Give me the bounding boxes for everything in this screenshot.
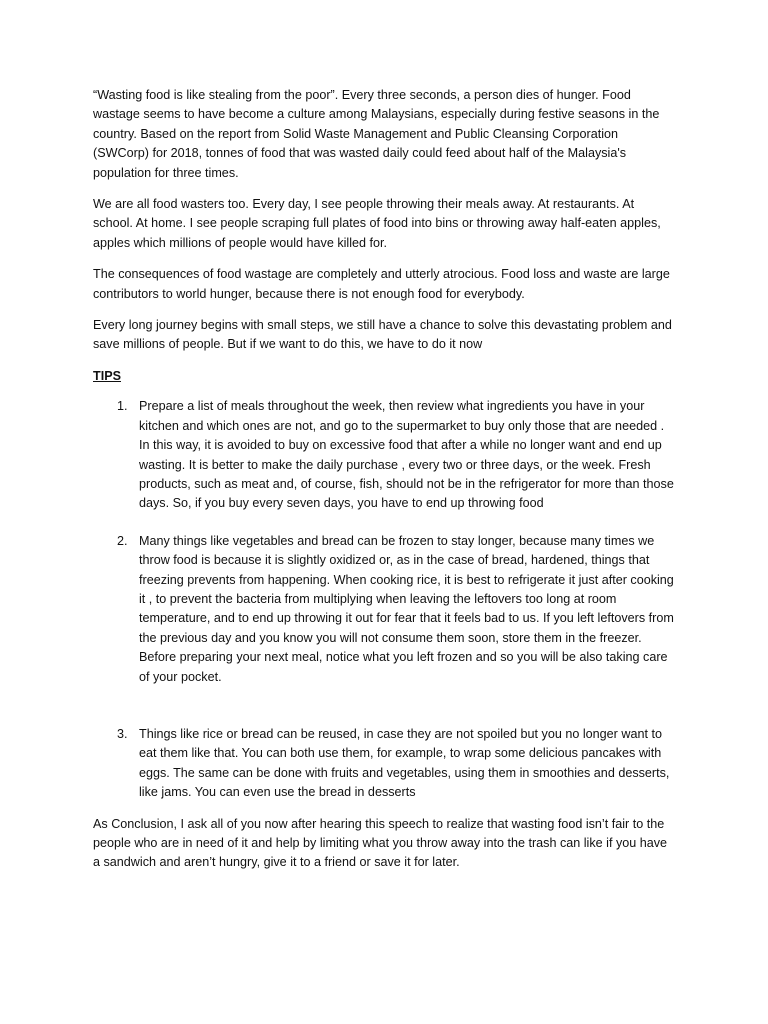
tip-item (93, 397, 677, 513)
call-to-action-paragraph: Every long journey begins with small steps, we still have a chance to solve this devastating problem and save millions of people. But if we want to do this, we have to do it now (93, 318, 672, 352)
tip-text: Things like rice or bread can be reused, in case they are not spoiled but you no longer want to eat them like that. You can both use them, for example, to wrap some delicious pancakes with eggs. The same can be done with fruits and vegetables, using them in smoothies and desserts, like jams. You can even use the bread in desserts (139, 726, 670, 800)
document-body (93, 86, 677, 885)
consequences-paragraph: The consequences of food wastage are completely and utterly atrocious. Food loss and waste are large contributors to world hunger, because there is not enough food for everybody. (93, 267, 670, 301)
intro-paragraph: “Wasting food is like stealing from the poor”. Every three seconds, a person dies of hunger. Food wastage seems to have become a culture among Malaysians, especially during festive seasons in the country. Based on the report from Solid Waste Management and Public Cleansing Corporation (SWCorp) for 2018, tonnes of food that was wasted daily could feed about half of the Malaysia's population for three times. (93, 88, 660, 180)
conclusion-paragraph: As Conclusion, I ask all of you now after hearing this speech to realize that wasting food isn’t fair to the people who are in need of it and help by limiting what you throw away into the trash can like if you have a sandwich and aren’t hungry, give it to a friend or save it for later. (93, 816, 668, 870)
tip-text: Many things like vegetables and bread can be frozen to stay longer, because many times we throw food is because it is slightly oxidized or, as in the case of bread, hardened, things that freezing prevents from happening. When cooking rice, it is best to refrigerate it just after cooking it , to prevent the bacteria from multiplying when leaving the leftovers too long at room temperature, and to end up throwing it out for fear that it feels bad to us. If you left leftovers from the previous day and you know you will not consume them soon, store them in the freezer. Before preparing your next meal, notice what you left frozen and so you will be also taking care of your pocket. (139, 533, 674, 684)
tip-item (93, 725, 677, 803)
tip-number: 1. (117, 399, 128, 414)
tip-number: 3. (117, 726, 128, 741)
tip-text: Prepare a list of meals throughout the week, then review what ingredients you have in your kitchen and which ones are not, and go to the supermarket to buy only those that are needed . In this way, it is avoided to buy on excessive food that after a while no longer want and end up wasting. It is better to make the daily purchase , every two or three days, or the week. Fresh products, such as meat and, of course, fish, should not be in the refrigerator for more than those days. So, if you buy every seven days, you have to end up throwing food (139, 399, 674, 511)
tips-heading: TIPS (93, 368, 121, 383)
tips-list (93, 397, 677, 802)
food-wasters-paragraph: We are all food wasters too. Every day, I see people throwing their meals away. At restaurants. At school. At home. I see people scraping full plates of food into bins or throwing away half-eaten apples, apples which millions of people would have killed for. (93, 197, 661, 250)
tip-number: 2. (117, 533, 128, 548)
tip-item (93, 532, 677, 687)
